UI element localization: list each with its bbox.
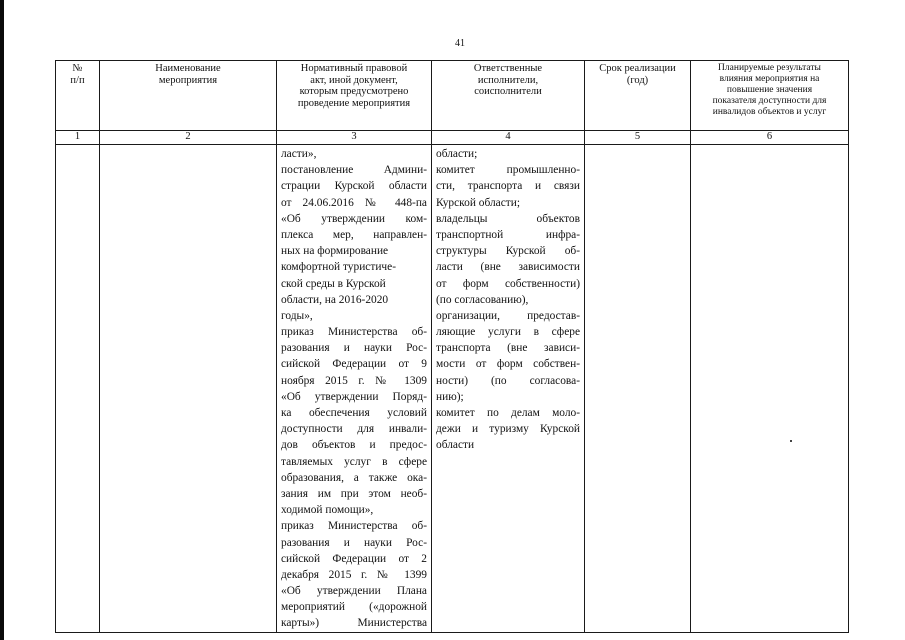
text-line: ласти (вне зависимости [436, 261, 580, 274]
scan-edge-bar [0, 0, 4, 640]
cell-executors [432, 145, 585, 633]
text-line: ласти», [281, 148, 317, 160]
text-line: транспорта (вне зависи- [436, 342, 580, 355]
text-line: (по согласованию), [436, 293, 529, 306]
column-number: 6 [691, 131, 849, 145]
column-number: 5 [585, 131, 691, 145]
text-line: сти, транспорта и связи [436, 180, 580, 193]
text-line: мероприятий («дорожной [281, 601, 427, 614]
text-line: «Об утверждении Поряд- [281, 390, 427, 403]
text-line: области, на 2016-2020 [281, 293, 389, 306]
cell-planned-results [691, 145, 849, 633]
header-legal-act: Нормативный правовой акт, иной документ, которым предусмотрено проведение мероприятия [277, 61, 432, 131]
text-line: страции Курской области [281, 180, 427, 193]
text-line: карты») Министерства [281, 617, 427, 630]
text-line: ноября 2015 г. № 1309 [281, 374, 427, 387]
text-line: ской среды в Курской [281, 277, 386, 290]
text-line: сийской Федерации от 9 [281, 358, 427, 371]
text-line: тавляемых услуг в сфере [281, 455, 427, 468]
text-line: мости от форм собствен- [436, 358, 580, 371]
column-number: 3 [277, 131, 432, 145]
text-line: доступности для инвали- [281, 423, 427, 436]
column-number: 4 [432, 131, 585, 145]
text-line: приказ Министерства об- [281, 326, 427, 339]
text-line: от форм собственности) [436, 277, 580, 290]
header-row [56, 61, 849, 131]
text-line: комфортной туристиче- [281, 261, 396, 274]
text-line: области [436, 439, 475, 452]
text-line: приказ Министерства об- [281, 520, 427, 533]
text-line: ных на формирование [281, 245, 389, 258]
header-measure-name: Наименование мероприятия [100, 61, 277, 131]
text-line: ности) (по согласова- [436, 374, 580, 387]
column-number: 1 [56, 131, 100, 145]
text-line: организации, предостав- [436, 309, 580, 322]
header-planned-results: Планируемые результаты влияния мероприятия на повышение значения показателя доступности для инвалидов объектов и услуг [691, 61, 849, 131]
header-executors: Ответственные исполнители, соисполнители [432, 61, 585, 131]
cell-legal-act [277, 145, 432, 633]
text-line: Курской области; [436, 196, 521, 209]
text-line: декабря 2015 г. № 1399 [281, 568, 427, 581]
column-number-row [56, 131, 849, 145]
text-line: от 24.06.2016 № 448-па [281, 196, 427, 209]
text-line: разования и науки Рос- [281, 342, 427, 355]
page-number: 41 [455, 38, 465, 49]
text-line: ка обеспечения условий [281, 407, 427, 419]
table-row [56, 145, 849, 633]
text-line: постановление Админи- [281, 164, 427, 177]
text-line: нию); [436, 390, 464, 403]
header-deadline: Срок реализации (год) [585, 61, 691, 131]
text-line: дежи и туризму Курской [436, 423, 580, 436]
measures-table [55, 60, 849, 633]
text-line: «Об утверждении ком- [281, 212, 427, 225]
text-line: комитет промышленно- [436, 164, 580, 177]
text-line: структуры Курской об- [436, 245, 580, 258]
text-line: зания им при этом необ- [281, 487, 427, 500]
text-line: комитет по делам моло- [436, 407, 580, 419]
text-line: дов объектов и предос- [281, 439, 427, 452]
cell-number [56, 145, 100, 633]
text-line: плекса мер, направлен- [281, 228, 427, 241]
text-line: образования, а также ока- [281, 471, 427, 484]
cell-measure-name [100, 145, 277, 633]
text-line: «Об утверждении Плана [281, 585, 427, 598]
text-line: годы», [281, 309, 313, 322]
cell-deadline [585, 145, 691, 633]
scan-speck [790, 440, 792, 442]
column-number: 2 [100, 131, 277, 145]
header-number: № п/п [56, 61, 100, 131]
text-line: транспортной инфра- [436, 228, 580, 241]
text-line: разования и науки Рос- [281, 536, 427, 549]
text-line: владельцы объектов [436, 212, 580, 225]
text-line: области; [436, 148, 478, 160]
text-line: сийской Федерации от 2 [281, 552, 427, 565]
text-line: ходимой помощи», [281, 504, 374, 517]
text-line: ляющие услуги в сфере [436, 326, 580, 339]
